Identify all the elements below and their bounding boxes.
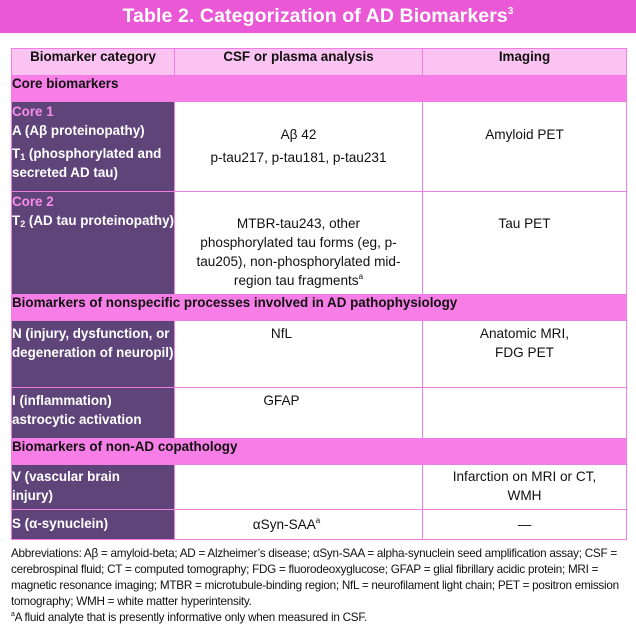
table-row-v	[12, 465, 627, 510]
category-cell: I (inflammation) astrocytic activation	[12, 388, 175, 439]
csf-value: αSyn-SAA	[252, 517, 316, 532]
table-title-banner	[0, 0, 636, 33]
footnote-marker: a	[11, 611, 15, 618]
csf-cell	[175, 192, 423, 295]
csf-cell	[175, 102, 423, 192]
csf-cell: GFAP	[175, 388, 423, 439]
abbreviations-note: Abbreviations: Aβ = amyloid-beta; AD = Alzheimer’s disease; αSyn-SAA = alpha-synuclein seed amplification assay; CSF = cerebrospinal fluid; CT = computed tomography; FDG = fluorodeoxyglucose; GFAP = glial fibrillary acidic protein; MRI = magnetic resonance imaging; MTBR = microtubule-binding region; NfL = neurofilament light chain; PET = positron emission tomography; WMH = white matter hyperintensity.	[11, 547, 619, 608]
csf-cell	[175, 465, 423, 510]
category-cell: N (injury, dysfunction, or degeneration of neuropil)	[12, 321, 175, 388]
table-row-core-1	[12, 102, 627, 192]
section-title: Core biomarkers	[12, 76, 627, 102]
category-a: A (Aβ proteinopathy)	[12, 123, 145, 138]
category-cell	[12, 192, 175, 295]
imaging-cell: Amyloid PET	[423, 102, 627, 192]
imaging-cell: —	[423, 510, 627, 540]
csf-value: MTBR-tau243, other phosphorylated tau forms (eg, p-tau205), non-phosphorylated mid-region tau fragments	[196, 216, 401, 288]
imaging-cell: Infarction on MRI or CT, WMH	[423, 465, 627, 510]
footnote-marker: a	[315, 516, 321, 525]
csf-cell	[175, 510, 423, 540]
csf-value-t1: p-tau217, p-tau181, p-tau231	[210, 150, 387, 165]
table-row-s	[12, 510, 627, 540]
section-row-non-ad	[12, 439, 627, 465]
imaging-cell: Tau PET	[423, 192, 627, 295]
header-row	[12, 49, 627, 76]
csf-cell: NfL	[175, 321, 423, 388]
category-cell	[12, 102, 175, 192]
core-label: Core 2	[12, 194, 54, 209]
category-cell: V (vascular brain injury)	[12, 465, 175, 510]
section-row-core	[12, 76, 627, 102]
column-header-imaging: Imaging	[423, 49, 627, 76]
column-header-category: Biomarker category	[12, 49, 175, 76]
section-title: Biomarkers of nonspecific processes involved in AD pathophysiology	[12, 295, 627, 321]
title-reference: 3	[507, 6, 514, 17]
column-header-csf: CSF or plasma analysis	[175, 49, 423, 76]
section-title: Biomarkers of non-AD copathology	[12, 439, 627, 465]
category-cell: S (α-synuclein)	[12, 510, 175, 540]
footnote: $^a$A fluid analyte that is presently informative only when measured in CSF.	[11, 611, 367, 624]
table-row-core-2	[12, 192, 627, 295]
section-row-nonspecific	[12, 295, 627, 321]
imaging-cell: Anatomic MRI, FDG PET	[423, 321, 627, 388]
table-footer	[11, 546, 631, 626]
table-row-n	[12, 321, 627, 388]
footnote-marker: a	[358, 272, 364, 281]
category-t1: $T_1$ (phosphorylated and secreted AD tau)	[12, 146, 162, 180]
category-t2: $T_2$ (AD tau proteinopathy)	[12, 213, 174, 229]
imaging-cell	[423, 388, 627, 439]
csf-value-a: Aβ 42	[280, 127, 317, 142]
biomarker-table	[11, 48, 627, 540]
table-row-i	[12, 388, 627, 439]
core-label: Core 1	[12, 104, 54, 119]
table-title: Table 2. Categorization of AD Biomarkers	[122, 5, 508, 27]
